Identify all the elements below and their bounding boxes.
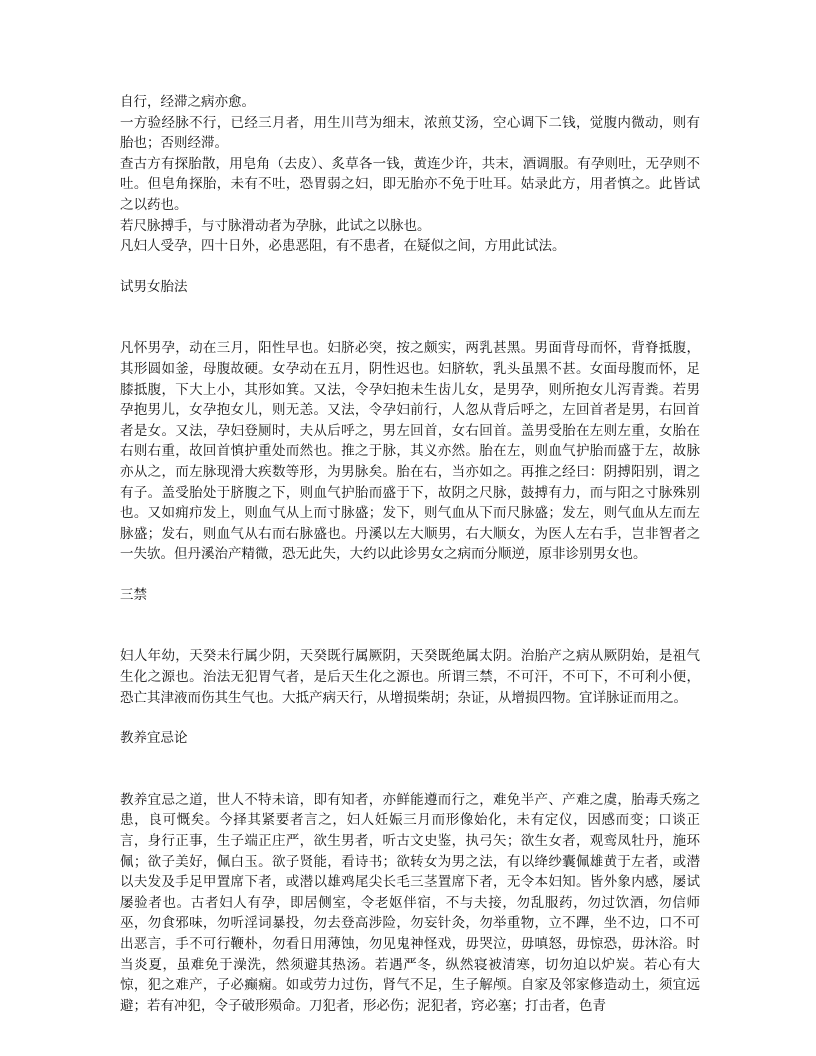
intro-when-to-test: 凡妇人受孕，四十日外，必患恶阻，有不患者，在疑似之间，方用此试法。 bbox=[120, 238, 566, 255]
section-heading-three-prohibitions: 三禁 bbox=[120, 586, 147, 603]
intro-method-chuanxiong: 一方验经脉不行，已经三月者，用生川芎为细末，浓煎艾汤，空心调下二钱，觉腹内微动，则有胎也；否则经滞。 bbox=[120, 114, 700, 152]
intro-line-1: 自行，经滞之病亦愈。 bbox=[120, 94, 255, 110]
section-body-three-prohibitions: 妇人年幼，天癸未行属少阴，天癸既行属厥阴，天癸既绝属太阴。治胎产之病从厥阴始，是祖气生化之源也。治法无犯胃气者，是后天生化之源也。所谓三禁，不可汗，不可下，不可利小便，恐亡其津液而伤其生气也。大抵产病天行，从增损柴胡；杂证，从增损四物。宜详脉证而用之。 bbox=[120, 648, 700, 706]
section-body-education-taboos: 教养宜忌之道，世人不特未谙，即有知者，亦鲜能遵而行之，难免半产、产难之虞，胎毒夭殇之患，良可慨矣。今择其紧要者言之，妇人妊娠三月而形像始化，未有定仪，因感而变；口谈正言，身行正事，生子端正庄严，欲生男者，听古文史鉴，执弓矢；欲生女者，观鸾凤牡丹，施环佩；欲子美好，佩白玉。欲子贤能，看诗书；欲转女为男之法，有以绛纱囊佩雄黄于左者，或潜以夫发及手足甲置席下者，或潜以雄鸡尾尖长毛三茎置席下者，无令本妇知。皆外象内感，屡试屡验者也。古者妇人有孕，即居侧室，令老妪伴宿，不与夫接，勿乱服药，勿过饮酒，勿信师巫，勿食邪味，勿听淫词暴投，勿去登高涉险，勿妄针灸，勿举重物，立不蹕，坐不边，口不可出恶言，手不可行鞭朴，勿看日用薄蚀，勿见鬼神怪戏，毋哭泣，毋嗔怒，毋惊恐，毋沐浴。时当炎夏，虽难免于澡洗，然须避其热汤。若遇严冬，纵然寝被清寒，切勿迫以炉炭。若心有大惊，犯之难产，子必癫痫。如或劳力过伤，肾气不足，生子解颅。自家及邻家修造动土，须宜远避；若有冲犯，令子破形殒命。刀犯者，形必伤；泥犯者，窍必塞；打击者，色青 bbox=[120, 791, 700, 1014]
section-heading-education-taboos: 教养宜忌论 bbox=[120, 730, 188, 747]
section-heading-gender-test: 试男女胎法 bbox=[120, 278, 188, 295]
document-page bbox=[120, 92, 700, 1016]
section-body-gender-test: 凡怀男孕，动在三月，阳性早也。妇脐必突，按之颇实，两乳甚黑。男面背母而怀，背脊抵腹，其形圆如釜，母腹故硬。女孕动在五月，阴性迟也。妇脐软，乳头虽黑不甚。女面母腹而怀，足膝抵腹，下大上小，其形如箕。又法，令孕妇抱未生齿儿女，是男孕，则所抱女儿泻青粪。若男孕抱男儿，女孕抱女儿，则无恙。又法，令孕妇前行，人忽从背后呼之，左回首者是男，右回首者是女。又法，孕妇登厕时，夫从后呼之，男左回首，女右回首。盖男受胎在左则左重，女胎在右则右重，故回首慎护重处而然也。推之于脉，其义亦然。胎在左，则血气护胎而盛于左，故脉亦从之，而左脉现滑大疾数等形，为男脉矣。胎在右，当亦如之。再推之经曰：阴搏阳别，谓之有子。盖受胎处于脐腹之下，则血气护胎而盛于下，故阴之尺脉，鼓搏有力，而与阳之寸脉殊别也。又如痈疖发上，则血气从上而寸脉盛；发下，则气血从下而尺脉盛；发左，则气血从左而左脉盛；发右，则血气从右而右脉盛也。丹溪以左大顺男，右大顺女，为医人左右手，岂非智者之一失欤。但丹溪治产精微，恐无此失，大约以此诊男女之病而分顺逆，原非诊别男女也。 bbox=[120, 340, 700, 563]
intro-method-tantai-powder: 查古方有探胎散，用皂角（去皮）、炙草各一钱，黄连少许，共末，酒调服。有孕则吐，无孕则不吐。但皂角探胎，未有不吐，恐胃弱之妇，即无胎亦不免于吐耳。姑录此方，用者慎之。此皆试之以药也。 bbox=[120, 155, 700, 213]
intro-pulse-test: 若尺脉搏手，与寸脉滑动者为孕脉，此试之以脉也。 bbox=[120, 217, 431, 234]
